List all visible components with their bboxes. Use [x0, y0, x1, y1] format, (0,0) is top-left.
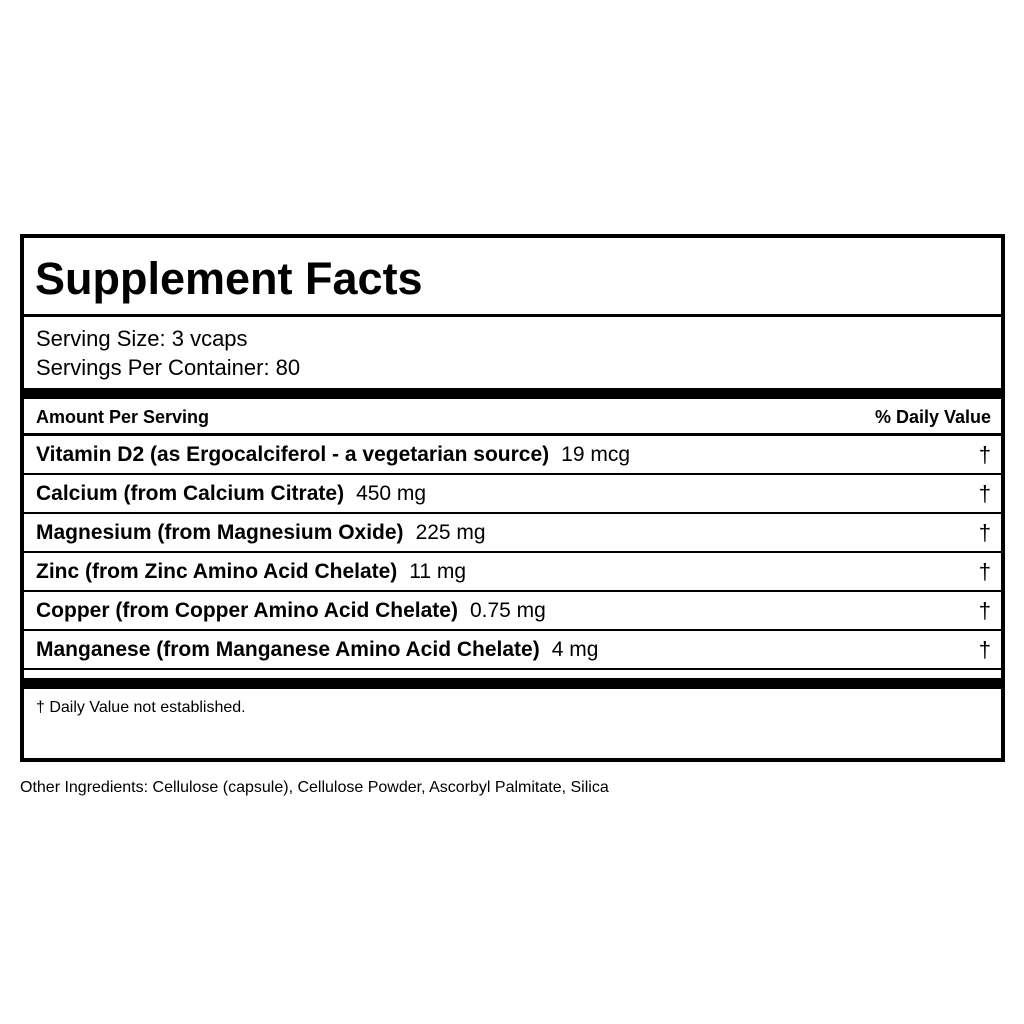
servings-per-container: Servings Per Container: 80 — [36, 355, 301, 380]
nutrient-name: Manganese (from Manganese Amino Acid Chelate) — [36, 638, 540, 661]
nutrient-name: Zinc (from Zinc Amino Acid Chelate) — [36, 560, 398, 583]
nutrient-name: Calcium (from Calcium Citrate) — [36, 482, 345, 505]
nutrient-name: Vitamin D2 (as Ergocalciferol - a vegetarian source) — [36, 443, 550, 466]
serving-size: Serving Size: 3 vcaps — [36, 326, 248, 351]
nutrient-amount: 11 mg — [409, 560, 467, 583]
supplement-facts-panel — [20, 234, 1005, 762]
nutrient-amount: 450 mg — [356, 482, 427, 505]
divider-thick — [24, 388, 1001, 399]
nutrient-row — [24, 592, 1001, 629]
footnote: † Daily Value not established. — [36, 699, 246, 716]
divider-thin — [24, 314, 1001, 317]
nutrient-name: Magnesium (from Magnesium Oxide) — [36, 521, 404, 544]
divider-thick-bottom — [24, 678, 1001, 689]
nutrient-row — [24, 553, 1001, 590]
daily-value-mark: † — [978, 559, 991, 584]
nutrient-row — [24, 436, 1001, 473]
daily-value-mark: † — [978, 520, 991, 545]
panel-title: Supplement Facts — [35, 253, 423, 304]
daily-value-mark: † — [978, 481, 991, 506]
nutrient-amount: 4 mg — [551, 638, 599, 661]
row-divider — [24, 668, 1001, 670]
daily-value-mark: † — [978, 598, 991, 623]
daily-value-header: % Daily Value — [874, 407, 991, 427]
daily-value-mark: † — [978, 442, 991, 467]
nutrient-amount: 0.75 mg — [469, 599, 546, 622]
nutrient-row — [24, 631, 1001, 668]
amount-per-serving-header: Amount Per Serving — [36, 407, 210, 427]
daily-value-mark: † — [978, 637, 991, 662]
nutrient-amount: 225 mg — [415, 521, 486, 544]
nutrient-row — [24, 475, 1001, 512]
nutrient-row — [24, 514, 1001, 551]
nutrient-name: Copper (from Copper Amino Acid Chelate) — [36, 599, 458, 622]
nutrient-amount: 19 mcg — [561, 443, 631, 466]
other-ingredients: Other Ingredients: Cellulose (capsule), Cellulose Powder, Ascorbyl Palmitate, Silica — [20, 779, 609, 796]
